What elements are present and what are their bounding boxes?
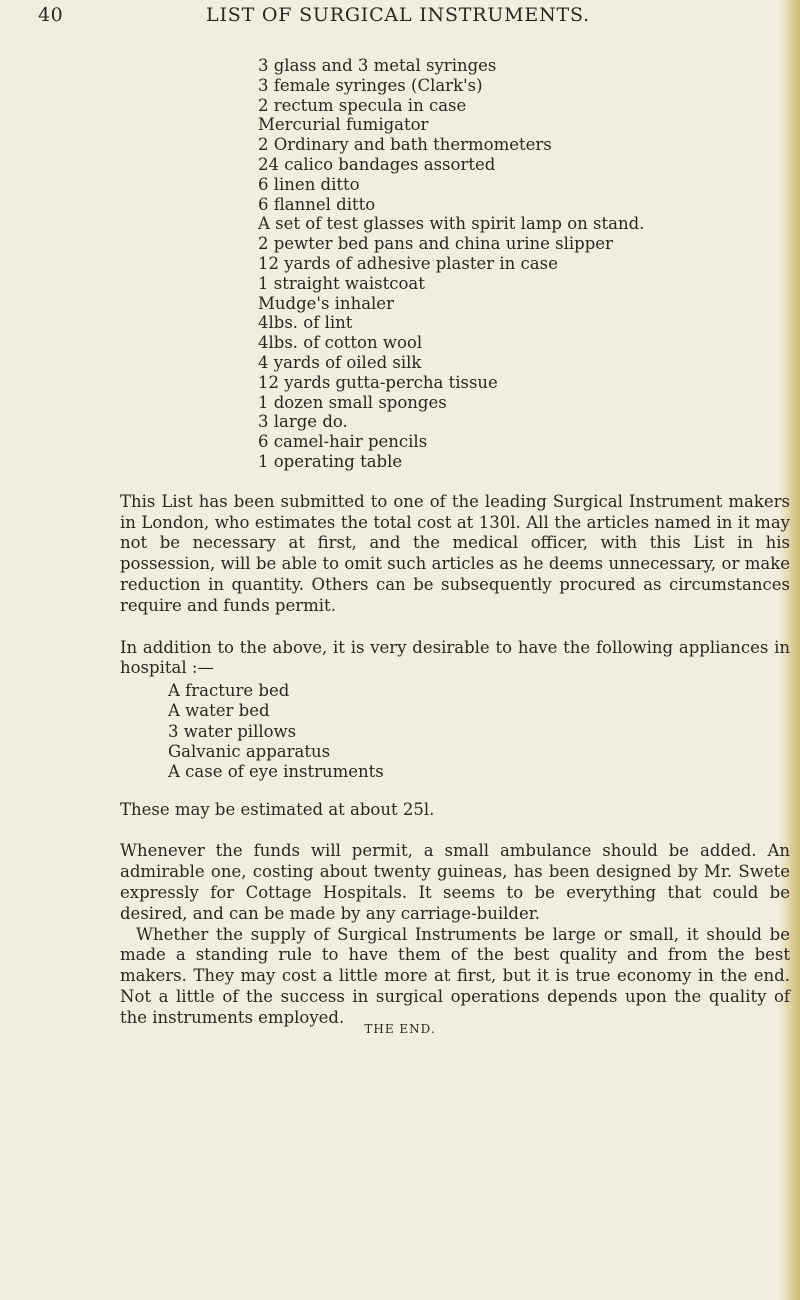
ambulance-paragraph: Whenever the funds will permit, a small ambulance should be added. An admirable one, costing about twenty guineas, has been designed by Mr. Swete expressly for Cottage Hospitals. It seems to be everything that could be desired, and can be made by any carriage-builder. [120, 841, 790, 923]
list-item: 3 glass and 3 metal syringes [258, 56, 497, 75]
running-title: LIST OF SURGICAL INSTRUMENTS. [206, 4, 590, 26]
appliances-intro-paragraph: In addition to the above, it is very desirable to have the following appliances in hospital :— [120, 637, 790, 678]
list-item: 1 straight waistcoat [258, 273, 425, 293]
list-item: A case of eye instruments [168, 762, 384, 782]
list-item: 2 Ordinary and bath thermometers [258, 135, 552, 155]
list-item: 6 camel-hair pencils [258, 432, 428, 452]
list-item: 6 flannel ditto [258, 194, 376, 214]
list-item: Galvanic apparatus [168, 742, 331, 761]
list-item: A water bed [168, 701, 270, 721]
estimate-paragraph: These may be estimated at about 25l. [120, 799, 435, 819]
appliances-list [168, 681, 790, 782]
list-item: 1 dozen small sponges [258, 392, 447, 412]
page-content [120, 56, 790, 1029]
page-header [38, 4, 758, 44]
the-end-label: THE END. [364, 1022, 436, 1036]
list-item: A fracture bed [168, 681, 290, 701]
list-item: 3 female syringes (Clark's) [258, 75, 483, 95]
cost-paragraph: This List has been submitted to one of the leading Surgical Instrument makers in London, who estimates the total cost at 130l. All the articles named in it may not be necessary at first, and the medical officer, with this List in his possession, will be able to omit such articles as he deems unnecessary, or make reduction in quantity. Others can be subsequently procured as circumstances require and funds permit. [120, 491, 790, 615]
instrument-list [258, 56, 790, 472]
list-item: 1 operating table [258, 451, 403, 471]
list-item: 4lbs. of cotton wool [258, 333, 423, 353]
list-item: 6 linen ditto [258, 174, 360, 194]
list-item: 4lbs. of lint [258, 313, 353, 333]
list-item: A set of test glasses with spirit lamp on stand. [258, 214, 645, 234]
list-item: 12 yards gutta-percha tissue [258, 372, 498, 392]
list-item: 4 yards of oiled silk [258, 352, 422, 372]
list-item: Mercurial fumigator [258, 115, 429, 135]
list-item: 24 calico bandages assorted [258, 154, 496, 174]
list-item: 3 large do. [258, 412, 348, 432]
list-item: 12 yards of adhesive plaster in case [258, 253, 558, 273]
list-item: Mudge's inhaler [258, 293, 394, 313]
list-item: 2 rectum specula in case [258, 95, 467, 115]
list-item: 3 water pillows [168, 721, 297, 741]
list-item: 2 pewter bed pans and china urine slipper [258, 234, 613, 254]
quality-paragraph: Whether the supply of Surgical Instruments be large or small, it should be made a standing rule to have them of the best quality and from the best makers. They may cost a little more at first, but it is true economy in the end. Not a little of the success in surgical operations depends upon the quality of the instruments employed. [120, 924, 790, 1027]
page-number: 40 [38, 4, 64, 26]
